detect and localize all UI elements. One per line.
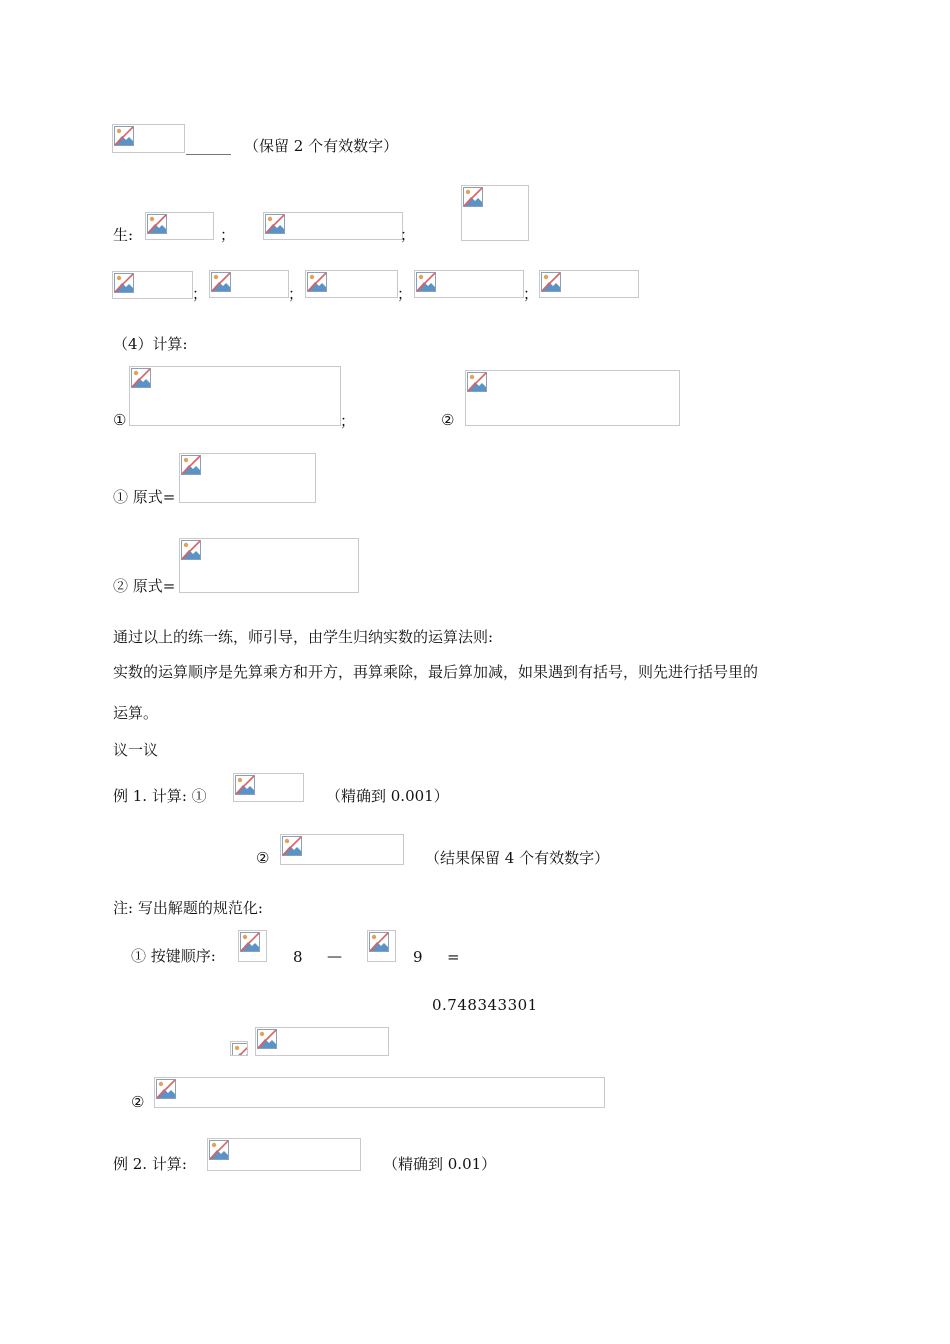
key-value: 8 — [293, 948, 303, 966]
formula-image — [112, 124, 185, 153]
formula-image — [305, 270, 398, 298]
line-prefix: 生: — [113, 226, 134, 244]
broken-image-icon — [463, 187, 483, 207]
section-heading: 注: 写出解题的规范化: — [113, 899, 263, 917]
item-marker: ② — [256, 849, 270, 867]
broken-image-icon — [147, 214, 167, 234]
key-value: = — [447, 948, 460, 966]
formula-image — [154, 1077, 605, 1108]
separator: ； — [523, 285, 539, 303]
summary-text: 运算。 — [113, 704, 159, 722]
precision-note: （结果保留 4 个有效数字） — [425, 849, 610, 867]
formula-image — [207, 1138, 361, 1171]
broken-image-icon — [181, 540, 201, 560]
broken-image-icon — [235, 775, 255, 795]
calculator-result: 0.748343301 — [432, 996, 538, 1014]
formula-image — [145, 212, 214, 240]
item-marker: ② — [131, 1093, 145, 1111]
formula-image — [179, 453, 316, 503]
broken-image-icon — [265, 214, 285, 234]
formula-image — [129, 366, 341, 426]
broken-image-icon — [131, 368, 151, 388]
item-marker: ② — [441, 411, 455, 429]
separator: ； — [400, 226, 416, 244]
broken-image-icon — [209, 1140, 229, 1160]
key-value: — — [327, 947, 342, 965]
formula-image — [465, 370, 680, 426]
key-sequence-label: ① 按键顺序: — [131, 947, 216, 965]
formula-image — [539, 270, 639, 298]
formula-image — [255, 1027, 389, 1056]
separator: ； — [397, 285, 413, 303]
broken-image-icon — [181, 455, 201, 475]
summary-text: 通过以上的练一练，师引导，由学生归纳实数的运算法则: — [113, 628, 494, 646]
broken-image-icon — [282, 836, 302, 856]
precision-note: （保留 2 个有效数字） — [244, 137, 399, 155]
key-value: 9 — [413, 948, 423, 966]
broken-image-icon — [307, 272, 327, 292]
formula-image — [209, 270, 289, 298]
summary-text: 实数的运算顺序是先算乘方和开方，再算乘除，最后算加减，如果遇到有括号，则先进行括号里的 — [113, 663, 759, 681]
broken-image-icon — [257, 1029, 277, 1049]
separator: ； — [288, 285, 304, 303]
broken-image-icon — [211, 272, 231, 292]
broken-image-icon — [467, 372, 487, 392]
formula-image — [230, 1041, 248, 1056]
formula-image — [179, 538, 359, 593]
broken-image-icon — [114, 273, 134, 293]
solution-label: ① 原式= — [113, 488, 176, 506]
broken-image-icon — [541, 272, 561, 292]
formula-image — [280, 834, 404, 865]
item-marker: ① — [113, 411, 127, 429]
broken-image-icon — [156, 1079, 176, 1099]
precision-note: （精确到 0.001） — [326, 787, 449, 805]
formula-image — [414, 270, 524, 298]
broken-image-icon — [114, 126, 134, 146]
separator: ； — [192, 285, 208, 303]
formula-image — [233, 773, 304, 802]
section-heading: 议一议 — [113, 741, 159, 759]
broken-image-icon — [369, 932, 389, 952]
broken-image-icon — [416, 272, 436, 292]
formula-image — [263, 212, 403, 240]
example-label: 例 2. 计算: — [113, 1155, 187, 1173]
broken-image-icon — [240, 932, 260, 952]
separator: ； — [340, 412, 356, 430]
key-image — [238, 930, 267, 962]
solution-label: ② 原式= — [113, 577, 176, 595]
separator: ； — [220, 226, 236, 244]
key-image — [367, 930, 396, 962]
section-heading: （4）计算: — [113, 335, 188, 353]
answer-blank: ______ — [186, 137, 231, 155]
precision-note: （精确到 0.01） — [383, 1155, 497, 1173]
broken-image-icon — [232, 1043, 248, 1056]
formula-image — [461, 185, 529, 241]
formula-image — [112, 271, 193, 299]
example-label: 例 1. 计算: ① — [113, 787, 207, 805]
